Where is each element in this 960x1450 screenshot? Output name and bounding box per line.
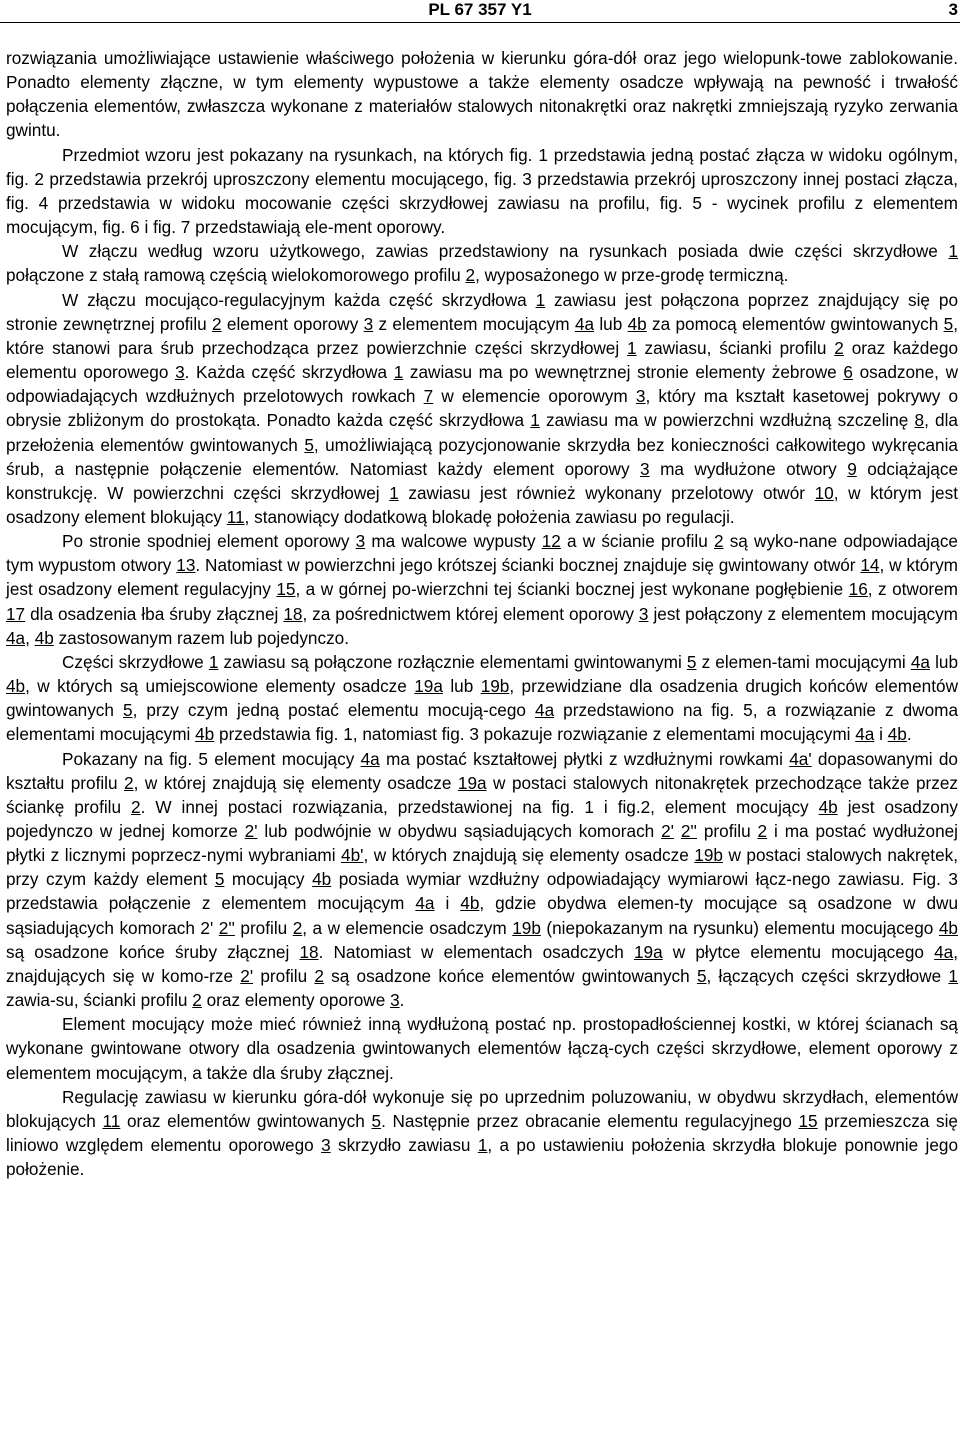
text-run: oraz każdego elementu oporowego [6,337,959,383]
reference-numeral: 4b [938,917,958,938]
reference-numeral: 1 [477,1135,488,1156]
reference-numeral: 4a [535,700,555,721]
text-run: Regulację zawiasu w kierunku góra-dół wykonuje się po uprzednim poluzowaniu, w obydwu skrzydłach, elementów blokujących [6,1086,958,1131]
text-run: , a po ustawieniu położenia skrzydła blokuje ponownie jego położenie. [6,1135,959,1180]
paragraph-hinge-overview [6,239,958,287]
text-run: , gdzie obydwa elemen-ty mocujące są osadzone w dwu sąsiadujących komorach [6,893,959,938]
text-run: ma wydłużone otwory [649,458,848,479]
header-rule [0,22,960,23]
reference-numeral: 3 [355,531,366,552]
text-run: lub [594,313,628,334]
text-run: posiada wymiar wzdłużny odpowiadający wymiarowi łącz-nego zawiasu. Fig. 3 przedstawia połączenie z elementem mocującym [6,869,958,914]
text-run: . Następnie przez obracanie elementu regulacyjnego [381,1110,799,1131]
reference-numeral: 2' [244,821,258,841]
reference-numeral: 19b [480,676,510,697]
text-run: w postaci stalowych nitonakrętek przechodzące także przez ściankę profilu [6,772,958,817]
reference-numeral: 2' [240,965,254,986]
reference-numeral: 19b [512,917,541,938]
reference-numeral: 1 [393,362,404,383]
text-run: jest osadzony pojedynczo w jednej komorze [6,796,959,841]
reference-numeral: 1 [948,241,958,262]
text-run: , w którym jest osadzony element regulacyjny [6,555,958,600]
reference-numeral: 4a [360,748,380,769]
reference-numeral: 4b [34,627,54,648]
reference-numeral: 1 [208,651,219,672]
text-run: , wyposażonego w prze-grodę termiczną. [475,265,789,286]
text-run: , łączących części skrzydłowe [706,965,949,986]
text-run: , który ma kształt kasetowej pokrywy o obrysie zbliżonym do prostokąta. Ponadto każda część skrzydłowa [6,386,959,431]
reference-numeral: 4b' [341,845,364,866]
text-run [674,821,681,841]
reference-numeral: 4a [415,893,435,914]
text-run: . W innej postaci rozwiązania, przedstawionej na fig. 1 i fig.2, element mocujący [140,796,819,817]
text-run: Pokazany na fig. 5 element mocujący [62,748,361,769]
reference-numeral: 8 [914,410,925,431]
text-run: (niepokazanym na rysunku) elementu mocującego [540,917,939,938]
text-run: zawiasu jest połączona poprzez znajdujący się po stronie zewnętrznej profilu [6,289,958,334]
text-run: za pomocą elementów gwintowanych [646,313,944,334]
reference-numeral: 1 [535,289,546,310]
reference-numeral: 11 [102,1110,121,1131]
reference-numeral: 16 [848,579,868,600]
text-run: lub podwójnie w obydwu sąsiadujących komorach [257,821,662,841]
reference-numeral: 3 [640,458,650,479]
text-run: oraz elementów gwintowanych [120,1110,372,1131]
text-run: odciążające konstrukcję. W powierzchni części skrzydłowej [6,458,959,503]
text-run: , stanowiący dodatkową blokadę położenia zawiasu po regulacji. [244,506,735,527]
text-run: w płytce elementu mocującego [662,941,935,962]
text-run: , w których znajdują się elementy osadcze [363,845,695,866]
reference-numeral: 15 [798,1110,818,1131]
text-run: zawiasu są połączone rozłącznie elementami gwintowanymi [218,651,687,672]
reference-numeral: 3 [635,386,646,407]
reference-numeral: 4a [855,724,875,745]
reference-numeral: 18 [299,941,319,962]
reference-numeral: 5 [214,869,225,890]
reference-numeral: 4a' [789,748,812,769]
reference-numeral: 2 [713,531,724,552]
reference-numeral: 4b [818,796,838,817]
text-run: , w której znajdują się elementy osadcze [133,772,458,793]
text-run: ma walcowe wypusty [365,531,542,552]
text-run: a w ścianie profilu [560,531,714,552]
reference-numeral: 12 [541,531,561,552]
reference-numeral: 2 [131,796,141,817]
reference-numeral: 6 [843,362,853,383]
text-run: przemieszcza się liniowo względem elementu oporowego [6,1110,958,1156]
text-run: osadzone, w odpowiadających wzdłużnych przelotowych rowkach [6,362,958,407]
reference-numeral: 5 [696,965,707,986]
text-run: , a w elemencie osadczym [302,917,513,938]
text-run: profilu [696,821,758,841]
reference-numeral: 1 [948,965,958,986]
paragraph-alternative [6,1012,958,1084]
text-run: , w którym jest osadzony element blokujący [6,482,958,527]
text-run: , znajdujących się w komo-rze [6,941,958,986]
paragraph-figures [6,143,958,240]
text-run: z elemen-tami mocującymi [696,651,911,672]
text-run: w elemencie oporowym [433,386,636,407]
reference-numeral: 1 [389,482,399,503]
reference-numeral: 4b [887,724,907,745]
text-run: są osadzone końce śruby złącznej [6,941,300,962]
text-run: Po stronie spodniej element oporowy [62,531,356,552]
text-run: W złączu mocująco-regulacyjnym każda część skrzydłowa [62,289,536,310]
text-run: są wyko-nane odpowiadające tym wypustom otwory [6,531,958,576]
text-run: . [399,990,405,1011]
text-run: , umożliwiającą pozycjonowanie skrzydła bez konieczności całkowitego wykręcania śrub, a następnie połączenie elementów. Natomiast każdy element oporowy [6,434,958,479]
text-run: lub [929,651,958,672]
reference-numeral: 4a [910,651,930,672]
reference-numeral: 15 [276,579,296,600]
text-run: , przewidziane dla osadzenia drugich końców elementów gwintowanych [6,676,958,721]
text-run: , a w górnej po-wierzchni tej ścianki bocznej jest wykonane pogłębienie [295,579,849,600]
reference-numeral: 2 [124,772,134,793]
reference-numeral: 3 [638,603,649,624]
reference-numeral: 4a [574,313,595,334]
text-run: 2' [200,917,214,938]
text-run: , przy czym jedną postać elementu mocują-cego [132,700,536,721]
paragraph-fig5-element [6,747,958,1013]
text-run: są osadzone końce elementów gwintowanych [323,965,697,986]
reference-numeral: 1 [627,337,637,358]
text-run: zastosowanym razem lub pojedynczo. [53,627,350,648]
reference-numeral: 4b [6,676,26,697]
text-run: przedstawia fig. 1, natomiast fig. 3 pokazuje rozwiązanie z elementami mocującymi [214,724,856,745]
reference-numeral: 2 [834,337,844,358]
paragraph-adjustment [6,1085,958,1182]
reference-numeral: 18 [283,603,303,624]
text-run: profilu [253,965,315,986]
reference-numeral: 1 [530,410,540,431]
text-run: oraz elementy oporowe [201,990,391,1011]
text-run: zawiasu ma w powierzchni wzdłużną szczelinę [539,410,915,431]
text-run: element oporowy [221,313,364,334]
text-run: zawia-su, ścianki profilu [6,990,193,1011]
reference-numeral: 19b [694,845,723,866]
text-run: ma postać kształtowej płytki z wzdłużnymi rowkami [379,748,790,769]
text-run: lub [442,676,481,697]
reference-numeral: 11 [226,506,245,527]
reference-numeral: 13 [176,555,196,576]
text-run: . Każda część skrzydłowa [184,362,394,383]
reference-numeral: 5 [304,434,314,455]
text-run: z elementem mocującym [373,313,575,334]
text-run: . [906,724,912,745]
text-run: , z otworem [867,579,959,600]
reference-numeral: 2 [465,265,476,286]
page-header [0,0,960,22]
page-number: 3 [948,0,958,19]
reference-numeral: 2'' [680,821,697,841]
reference-numeral: 19a [457,772,487,793]
text-run: , w których są umiejscowione elementy osadcze [25,676,415,697]
reference-numeral: 7 [423,386,434,407]
reference-numeral: 5 [371,1110,382,1131]
reference-numeral: 2 [292,917,303,938]
paragraph-continuation [6,46,958,143]
reference-numeral: 4b [627,313,647,334]
reference-numeral: 17 [6,603,26,624]
patent-number: PL 67 357 Y1 [428,0,532,19]
reference-numeral: 5 [123,700,133,721]
text-run: . Natomiast w elementach osadczych [318,941,634,962]
paragraph-mounting-joint [6,288,958,530]
reference-numeral: 5 [943,313,954,334]
text-run: i [434,893,461,914]
text-run: Przedmiot wzoru jest pokazany na rysunkach, na których fig. 1 przedstawia jedną postać złącza w widoku ogólnym, fig. 2 przedstawia przekrój uproszczony elementu mocującego, fig. 3 przedstawia przekrój uproszczony innej postaci złącza, fig. 4 przedstawia w widoku mocowanie części skrzydłowej zawiasu na profilu, fig. 5 - wycinek profilu z elementem mocującym, fig. 6 i fig. 7 przedstawiają ele-ment oporowy. [6,144,958,238]
paragraph-wing-parts [6,650,958,747]
reference-numeral: 2 [314,965,324,986]
reference-numeral: 2 [757,821,768,841]
paragraph-underside [6,529,958,650]
text-run: i ma postać wydłużonej płytki z licznymi poprzecz-nymi wybraniami [6,821,958,866]
reference-numeral: 19a [414,676,443,697]
text-run: połączone z stałą ramową częścią wielokomorowego profilu [6,265,466,286]
reference-numeral: 10 [814,482,834,503]
reference-numeral: 3 [321,1135,331,1156]
text-run: , które stanowi para śrub przechodząca przez powierzchnie części skrzydłowej [6,313,958,358]
reference-numeral: 4b [460,893,480,914]
reference-numeral: 2' [661,821,674,841]
reference-numeral: 5 [686,651,697,672]
reference-numeral: 2 [212,313,222,334]
reference-numeral: 9 [847,458,857,479]
reference-numeral: 3 [175,362,185,383]
reference-numeral: 3 [363,313,374,334]
text-run: profilu [234,917,293,938]
document-body [6,46,958,1181]
reference-numeral: 4b [195,724,215,745]
text-run: i [874,724,888,745]
text-run: rozwiązania umożliwiające ustawienie właściwego położenia w kierunku góra-dół oraz jego wielopunk-towe zablokowanie. Ponadto elementy złączne, w tym elementy wypustowe a także elementy osadcze wpływają na pewność i trwałość połączenia elementów, zwłaszcza wykonane z materiałów stalowych nitonakrętki oraz nakrętki zmniejszają ryzyko zerwania gwintu. [6,48,958,141]
text-run: , dla przełożenia elementów gwintowanych [6,410,958,455]
reference-numeral: 4a [6,627,26,648]
text-run: zawiasu, ścianki profilu [636,337,835,358]
text-run: zawiasu ma po wewnętrznej stronie elementy żebrowe [403,362,844,383]
text-run: w postaci stalowych nakrętek, przy czym każdy element [6,845,959,890]
reference-numeral: 14 [860,555,880,576]
text-run: skrzydło zawiasu [330,1135,478,1156]
reference-numeral: 19a [633,941,663,962]
text-run: Element mocujący może mieć również inną wydłużoną postać np. prostopadłościennej kostki, w której ścianach są wykonane gwintowane otwory dla osadzenia gwintowanych elementów łączą-cych części skrzydłowe, element oporowy z elementem mocującym, a także dla śruby złącznej. [6,1014,958,1083]
text-run: W złączu według wzoru użytkowego, zawias przedstawiony na rysunkach posiada dwie części skrzydłowe [62,241,949,262]
text-run: , za pośrednictwem której element oporowy [302,603,639,624]
reference-numeral: 2 [192,990,202,1011]
text-run: . Natomiast w powierzchni jego krótszej ścianki bocznej znajduje się gwintowany otwór [195,555,861,576]
text-run: zawiasu jest również wykonany przelotowy otwór [398,482,815,503]
text-run: mocujący [224,869,313,890]
text-run: , [25,627,35,648]
text-run: dopasowanymi do kształtu profilu [6,748,958,793]
text-run: Części skrzydłowe [62,651,209,672]
text-run: jest połączony z elementem mocującym [648,603,959,624]
reference-numeral: 4b [312,869,332,890]
reference-numeral: 4a [934,941,954,962]
text-run: przedstawiono na fig. 5, a rozwiązanie z dwoma elementami mocującymi [6,700,958,745]
text-run: dla osadzenia łba śruby złącznej [25,603,284,624]
reference-numeral: 2'' [218,917,235,938]
reference-numeral: 3 [390,990,400,1011]
